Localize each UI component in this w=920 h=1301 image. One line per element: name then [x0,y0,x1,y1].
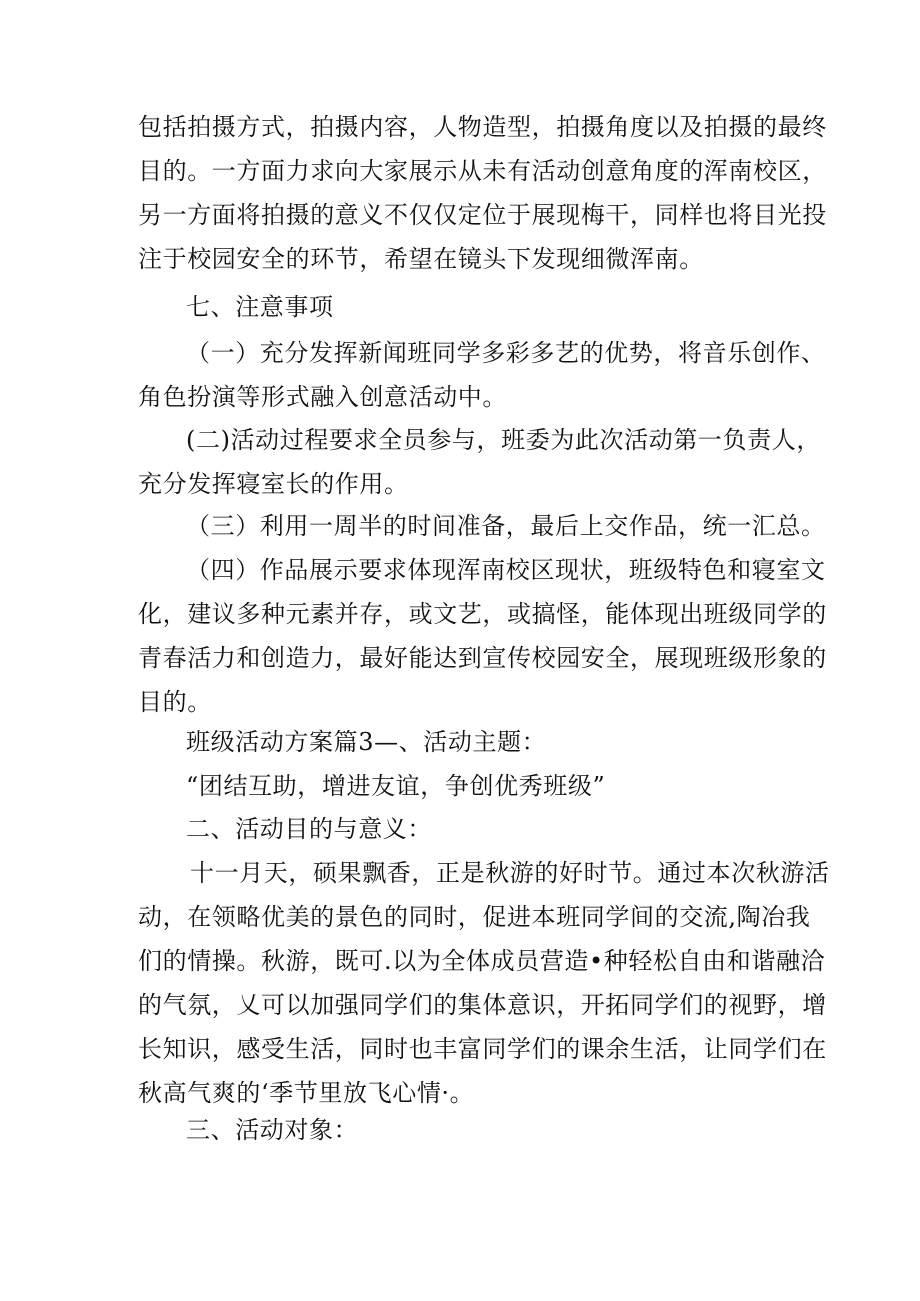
theme-slogan [138,764,788,808]
section-7-heading [138,285,788,329]
text-line: 青春活力和创造力，最好能达到宣传校园安全，展现班级形象的 [138,644,827,672]
paragraph-item-1 [138,331,826,419]
plan-3-heading [138,720,788,764]
text-line: 秋高气爽的‘季节里放飞心情·。 [138,1079,475,1107]
slogan-text: “团结互助，增进友谊，争创优秀班级” [186,772,606,800]
paragraph-item-2 [138,418,821,506]
section-3-heading [138,1108,788,1152]
text-line: 目的。一方面力求向大家展示从未有活动创意角度的浑南校区， [138,157,827,185]
text-line: 动，在领略优美的景色的同时，促进本班同学间的交流,陶冶我 [138,903,811,931]
heading-text: 二、活动目的与意义： [186,815,432,843]
text-line: 目的。 [138,688,212,716]
text-line: 们的情操。秋游，既可.以为全体成员营造•种轻松自由和谐融洽 [138,947,826,975]
text-line: 包括拍摄方式，拍摄内容，人物造型，拍摄角度以及拍摄的最终 [138,113,827,141]
paragraph-item-3 [138,504,826,548]
paragraph-item-4 [138,548,827,724]
text-line: （一）充分发挥新闻班同学多彩多艺的优势，将音乐创作、 [186,339,826,367]
heading-text: 七、注意事项 [186,293,334,321]
text-line: 另一方面将拍摄的意义不仅仅定位于展现梅干，同样也将目光投 [138,201,827,229]
text-line: 化，建议多种元素并存，或文艺，或搞怪，能体现出班级同学的 [138,600,827,628]
heading-text: 三、活动对象： [186,1116,359,1144]
text-line: (二)活动过程要求全员参与，班委为此次活动第一负责人， [186,426,821,454]
text-line: 长知识，感受生活，同时也丰富同学们的课余生活，让同学们在 [138,1035,827,1063]
text-line: （四）作品展示要求体现浑南校区现状，班级特色和寝室文 [186,556,826,584]
section-2-heading [138,807,788,851]
text-line: 的气氛，乂可以加强同学们的集体意识，开拓同学们的视野，增 [138,991,827,1019]
text-line: 注于校园安全的环节，希望在镜头下发现细微浑南。 [138,245,704,273]
heading-text: 班级活动方案篇3—、活动主题： [186,728,547,756]
text-line: （三）利用一周半的时间准备，最后上交作品，统一汇总。 [186,512,826,540]
text-line: 角色扮演等形式融入创意活动中。 [138,383,507,411]
text-line: 十一月天，硕果飘香，正是秋游的好时节。通过本次秋游活 [190,859,830,887]
paragraph-intro-continuation [138,105,827,281]
text-line: 充分发挥寝室长的作用。 [138,470,409,498]
paragraph-purpose [138,851,830,1115]
